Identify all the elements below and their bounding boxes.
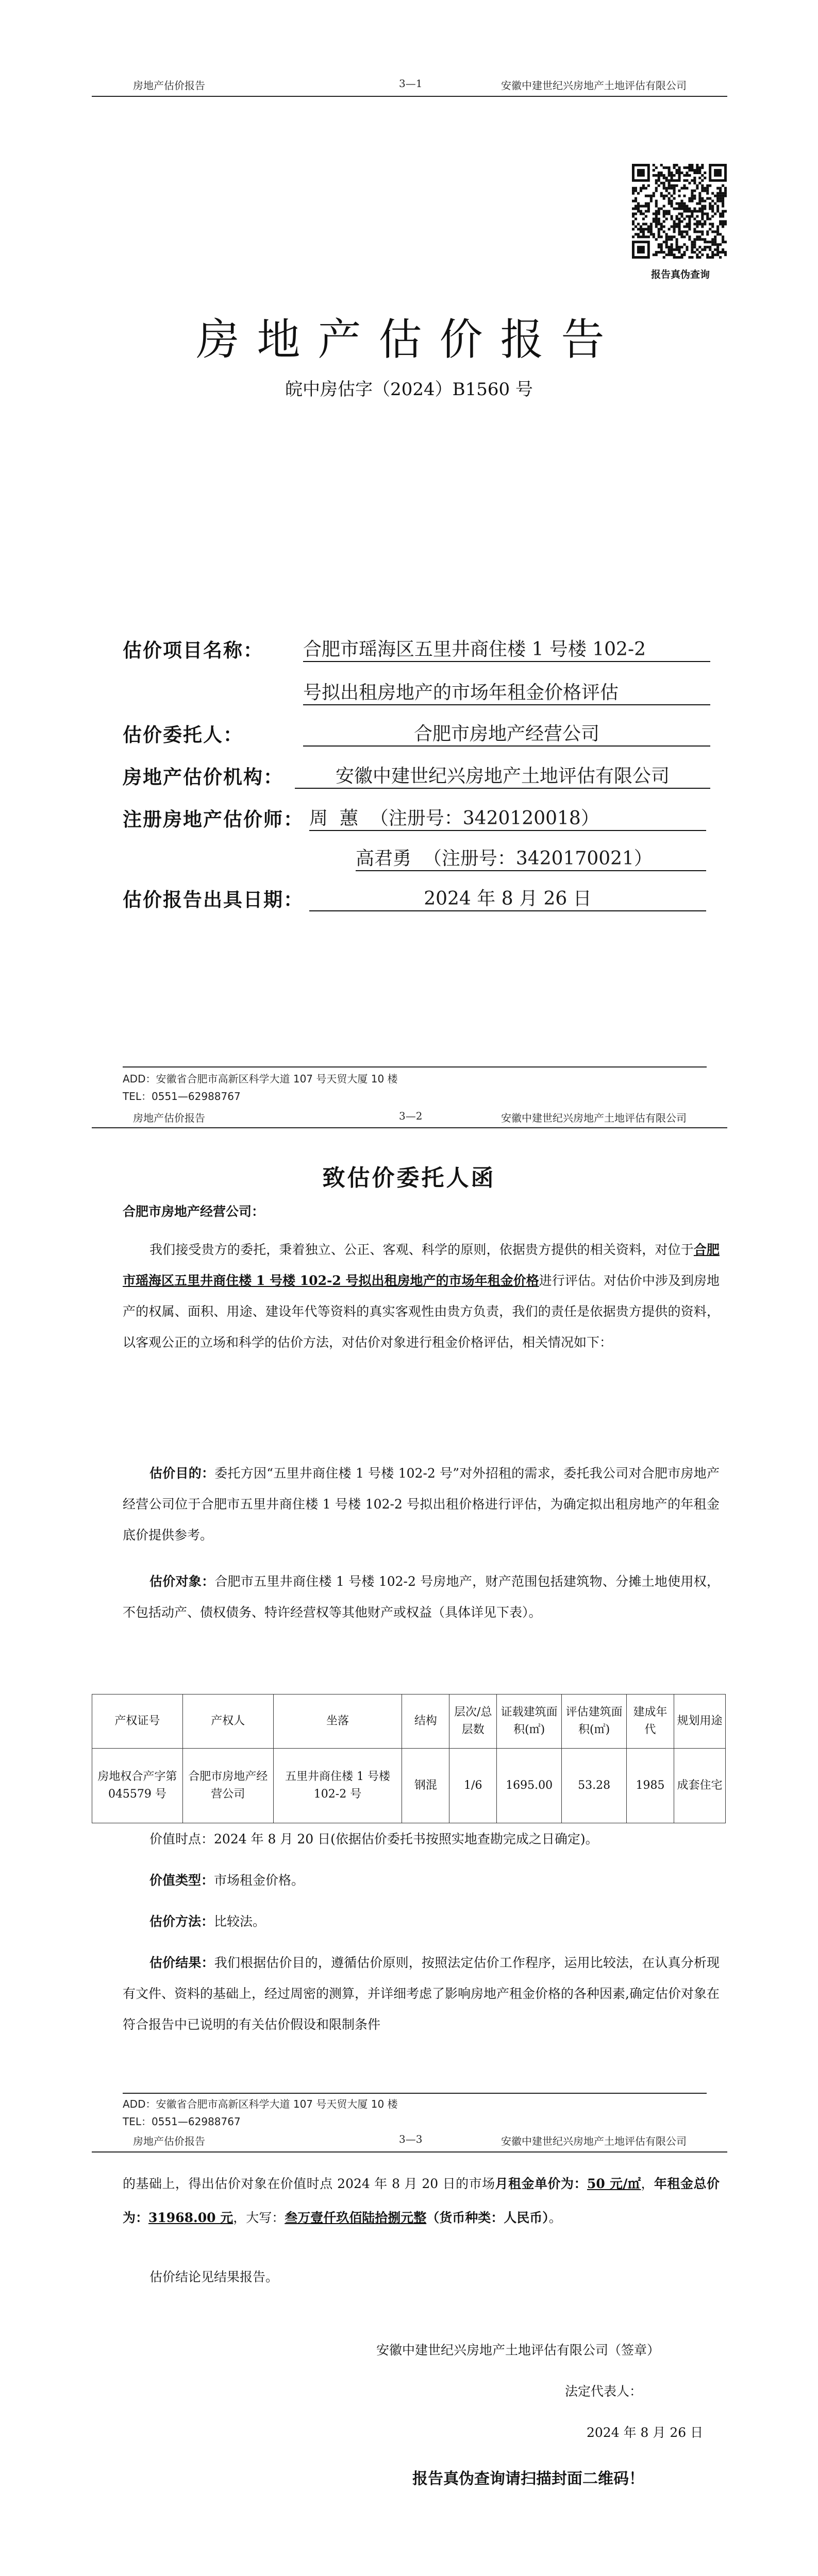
intro-rest: 进行评估。对估价中涉及到房地产的权属、面积、用途、建设年代等资料的真实客观性由贵方负责，我们的责任是依据贵方提供的资料，以客观公正的立场和科学的估价方法，对估价对象进行租金价格评估，相关情况如下： [123,1273,720,1350]
value-date-label: 价值时点： [149,1832,214,1846]
page-header-left: 房地产估价报告 [133,1112,205,1124]
currency-note: （货币种类：人民币） [426,2210,549,2225]
appraiser-2: 高君勇 （注册号：3420170021） [356,848,653,869]
value-type-text: 市场租金价格。 [214,1873,305,1888]
page-header-right: 安徽中建世纪兴房地产土地评估有限公司 [501,2135,687,2147]
appraiser-1: 周 蕙 （注册号：3420120018） [309,808,599,829]
result-paragraph [123,1947,720,2040]
footer-tel: TEL：0551—62988767 [123,1090,241,1103]
agency-underline [295,788,710,789]
result-continuation [123,2167,720,2235]
header-divider [92,2151,727,2153]
table-cell: 1/6 [449,1749,497,1823]
annual-rent-uppercase: 叁万壹仟玖佰陆拾捌元整 [285,2210,427,2225]
annual-rent-value: 31968.00 元 [148,2210,233,2225]
qr-code-icon[interactable] [632,164,727,259]
project-name-line1: 合肥市瑶海区五里井商住楼 1 号楼 102-2 [303,639,646,660]
letter-title: 致估价委托人函 [322,1165,496,1191]
project-underline-1 [303,661,710,662]
table-cell: 53.28 [562,1749,627,1823]
table-cell: 五里井商住楼 1 号楼 102-2 号 [273,1749,402,1823]
page-header-right: 安徽中建世纪兴房地产土地评估有限公司 [501,1112,687,1124]
footer-tel: TEL：0551—62988767 [123,2115,241,2128]
table-header-cell: 建成年代 [627,1694,674,1749]
appraiser-label: 注册房地产估价师： [123,808,304,831]
page-header-number: 3—1 [399,77,423,90]
value-type-paragraph [123,1865,720,1896]
table-cell: 合肥市房地产经营公司 [182,1749,273,1823]
table-header-cell: 评估建筑面积(㎡) [562,1694,627,1749]
agency-name: 安徽中建世纪兴房地产土地评估有限公司 [335,766,670,787]
letter-paragraph-intro [123,1234,720,1358]
result-cont-text: 的基础上，得出估价对象在价值时点 2024 年 8 月 20 日的市场 [123,2176,495,2191]
agency-label: 房地产估价机构： [123,766,283,788]
purpose-paragraph [123,1458,720,1551]
result-end: 。 [548,2210,562,2225]
result-label: 估价结果： [149,1955,214,1970]
client-label: 估价委托人： [123,723,243,746]
purpose-label: 估价目的： [149,1466,215,1481]
table-cell: 钢混 [402,1749,449,1823]
table-cell: 成套住宅 [674,1749,726,1823]
object-paragraph [123,1566,720,1628]
monthly-rent-value: 50 元/㎡ [587,2176,641,2191]
page-header-left: 房地产估价报告 [133,2135,205,2147]
table-header-cell: 证载建筑面积(㎡) [497,1694,562,1749]
header-divider [92,96,727,97]
appraiser-underline-1 [309,830,706,831]
result-text: 我们根据估价目的，遵循估价原则，按照法定估价工作程序，运用比较法，在认真分析现有文件、资料的基础上，经过周密的测算，并详细考虑了影响房地产租金价格的各种因素,确定估价对象在符合报告中已说明的有关估价假设和限制条件 [123,1955,720,2032]
object-label: 估价对象： [149,1574,215,1589]
monthly-rent-label: 月租金单价为： [495,2176,587,2191]
conclusion-paragraph: 估价结论见结果报告。 [149,2269,279,2284]
table-cell: 1985 [627,1749,674,1823]
signature-date: 2024 年 8 月 26 日 [587,2425,704,2440]
project-underline-2 [303,704,710,705]
client-underline [303,745,710,747]
method-paragraph [123,1906,720,1937]
value-date-text: 2024 年 8 月 20 日(依据估价委托书按照实地查勘完成之日确定)。 [214,1832,598,1846]
page-header-number: 3—3 [399,2133,423,2145]
table-header-cell: 产权人 [182,1694,273,1749]
client-name: 合肥市房地产经营公司 [413,723,599,744]
table-header-cell: 规划用途 [674,1694,726,1749]
project-label: 估价项目名称： [123,639,263,662]
property-table [92,1694,726,1823]
header-divider [92,1127,727,1128]
footer-address: ADD：安徽省合肥市高新区科学大道 107 号天贸大厦 10 楼 [123,1073,398,1085]
signature-representative: 法定代表人： [565,2384,643,2399]
footer-address: ADD：安徽省合肥市高新区科学大道 107 号天贸大厦 10 楼 [123,2098,398,2110]
table-header-cell: 结构 [402,1694,449,1749]
uppercase-label: ，大写： [233,2210,285,2225]
value-type-label: 价值类型： [149,1873,214,1888]
object-text: 合肥市五里井商住楼 1 号楼 102-2 号房地产，财产范围包括建筑物、分摊土地使用权，不包括动产、债权债务、特许经营权等其他财产或权益（具体详见下表）。 [123,1574,720,1620]
table-header-cell: 产权证号 [92,1694,183,1749]
intro-subject: 合肥市瑶海区五里井商住楼 1 号楼 102-2 号拟出租房地产的市场年租金价格 [123,1242,720,1288]
verification-note: 报告真伪查询请扫描封面二维码！ [412,2470,644,2488]
date-underline [309,910,706,911]
table-row [92,1749,726,1823]
value-date-paragraph [123,1824,720,1855]
intro-text: 我们接受贵方的委托，秉着独立、公正、客观、科学的原则，依据贵方提供的相关资料，对位于 [149,1242,694,1257]
footer-divider [123,2093,707,2094]
signature-company: 安徽中建世纪兴房地产土地评估有限公司（签章） [376,2343,660,2358]
report-number: 皖中房估字（2024）B1560 号 [285,379,533,400]
method-text: 比较法。 [214,1914,266,1929]
table-cell: 房地权合产字第 045579 号 [92,1749,183,1823]
page-header-left: 房地产估价报告 [133,79,205,92]
annual-rent-label: 年租金总价为： [123,2176,720,2225]
project-name-line2: 号拟出租房地产的市场年租金价格评估 [303,682,619,703]
date-label: 估价报告出具日期： [123,888,304,911]
page-header-right: 安徽中建世纪兴房地产土地评估有限公司 [501,79,687,92]
table-header-cell: 层次/总层数 [449,1694,497,1749]
report-date: 2024 年 8 月 26 日 [424,888,592,909]
qr-caption: 报告真伪查询 [650,269,710,280]
result-comma: ， [641,2176,655,2191]
table-header-cell: 坐落 [273,1694,402,1749]
appraiser-underline-2 [356,870,706,871]
letter-salutation: 合肥市房地产经营公司： [123,1204,265,1219]
report-title: 房地产估价报告 [196,314,622,365]
table-cell: 1695.00 [497,1749,562,1823]
footer-divider [123,1066,707,1067]
page-header-number: 3—2 [399,1110,423,1122]
purpose-text: 委托方因“五里井商住楼 1 号楼 102-2 号”对外招租的需求，委托我公司对合肥市房地产经营公司位于合肥市五里井商住楼 1 号楼 102-2 号拟出租价格进行评估，为确定拟出租房地产的年租金底价提供参考。 [123,1466,720,1543]
method-label: 估价方法： [149,1914,214,1929]
